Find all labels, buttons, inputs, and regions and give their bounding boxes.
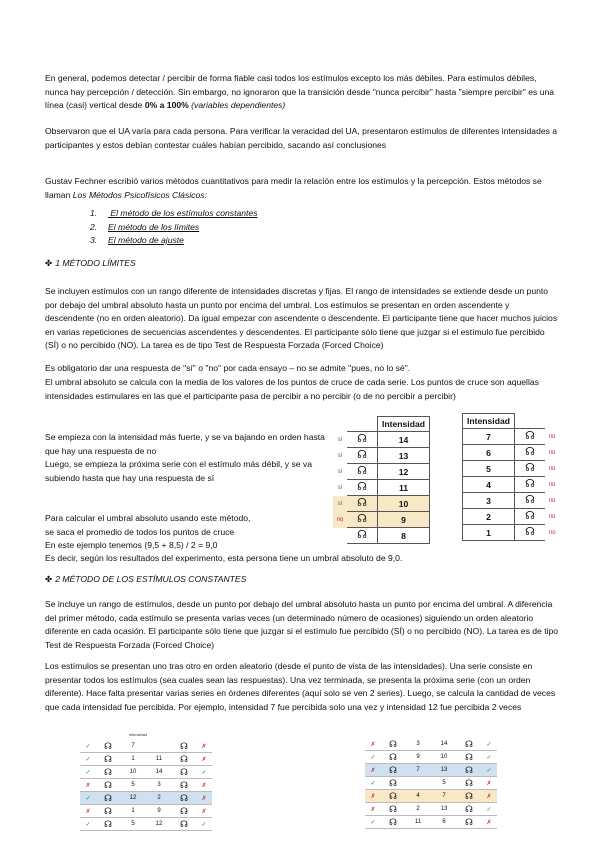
mini-caption: Intensidad: [128, 732, 148, 737]
table-row: sí ☊ 14: [333, 432, 429, 448]
diamond-bullet-icon: ✤: [45, 574, 53, 584]
table-row: ✓ ☊ 9 10 ☊ ✓: [365, 751, 497, 764]
intro-paragraph-3: [45, 175, 560, 202]
table-row: sí ☊ 13: [333, 448, 429, 464]
diamond-bullet-icon: ✤: [45, 258, 53, 268]
speaker-icon: ☊: [457, 777, 481, 790]
ascending-series-table: [462, 413, 560, 541]
speaker-icon: ☊: [457, 751, 481, 764]
table-row: ✗ ☊ 5 3 ☊ ✗: [80, 779, 212, 792]
intro-paragraph-1: [45, 72, 560, 113]
speaker-icon: ☊: [457, 803, 481, 816]
speaker-icon: ☊: [96, 805, 120, 818]
limits-paragraph-7: se saca el promedio de todos los puntos de cruce: [45, 527, 235, 537]
methods-list: [90, 207, 258, 248]
speaker-icon: ☊: [172, 792, 196, 805]
table-row: 7 ☊ no: [463, 429, 560, 445]
intro-text: En general, podemos detectar / percibir de forma fiable casi todos los estímulos excepto los más débiles. Para estímulos débiles, nunca hay percepción / detección. Sin embargo, no ignoraron que la transición desde "nunca percibir" hasta "siempre percibir" es una línea (casi) vertical desde: [45, 73, 555, 111]
speaker-icon: ☊: [514, 525, 545, 541]
speaker-icon: ☊: [381, 764, 405, 777]
limits-paragraph-4: Se empieza con la intensidad más fuerte, y se va bajando en orden hasta que hay una respuesta de no: [45, 432, 325, 456]
speaker-icon: ☊: [172, 818, 196, 831]
limits-paragraph-6: Para calcular el umbral absoluto usando este método,: [45, 513, 251, 523]
table-row: 5 ☊ no: [463, 461, 560, 477]
table-row: ✓ ☊ 5 12 ☊ ✓: [80, 818, 212, 831]
speaker-icon: ☊: [96, 740, 120, 753]
table-row: ☊ 8: [333, 528, 429, 544]
intro-text-3: Gustav Fechner escribió varios métodos cuantitativos para medir la relación entre los estímulos y la percepción. Estos métodos se llaman: [45, 176, 542, 200]
table-row: ✓ ☊ 11 6 ☊ ✗: [365, 816, 497, 829]
constant-paragraph-1: Se incluye un rango de estímulos, desde un punto por debajo del umbral absoluto hasta un punto por encima del umbral. A diferencia del primer método, cada estímulo se presenta varias veces (un determinado número de ocasiones) siguiendo un orden aleatorio diferente en cada ocasión. El participante sólo tiene que juzgar si el estímulo fue percibido (SÍ) o no percibido (NO). La tarea es de tipo Test de Respuesta Forzada (Forced Choice): [45, 599, 559, 650]
table-row: ✗ ☊ 7 13 ☊ ✓: [365, 764, 497, 777]
limits-paragraph-5: Luego, se empieza la próxima serie con el estímulo más débil, y se va subiendo hasta que hay una respuesta de sí: [45, 459, 313, 483]
table-row: 4 ☊ no: [463, 477, 560, 493]
table-row: 6 ☊ no: [463, 445, 560, 461]
speaker-icon: ☊: [381, 751, 405, 764]
speaker-icon: ☊: [514, 509, 545, 525]
table-row: ✓ ☊ 12 2 ☊ ✗: [80, 792, 212, 805]
speaker-icon: ☊: [457, 816, 481, 829]
speaker-icon: ☊: [457, 764, 481, 777]
table-row: sí ☊ 11: [333, 480, 429, 496]
limits-paragraph-3: El umbral absoluto se calcula con la media de los valores de los puntos de cruce de cada serie. Los puntos de cruce son aquellas intensidades estimulares en las que el participante pasa de percibir a no percibir (o de no percibir a percibir): [45, 377, 539, 401]
speaker-icon: ☊: [514, 493, 545, 509]
limits-paragraph-8: En este ejemplo tenemos (9,5 + 8,5) / 2 = 9,0: [45, 540, 218, 550]
table-row: 2 ☊ no: [463, 509, 560, 525]
speaker-icon: ☊: [514, 429, 545, 445]
speaker-icon: ☊: [96, 753, 120, 766]
table-row: ✗ ☊ 4 7 ☊ ✗: [365, 790, 497, 803]
intro-paragraph-2: Observaron que el UA varía para cada persona. Para verificar la veracidad del UA, presentaron estímulos de diferentes intensidades a participantes y estos debían contestar cuáles habían percibido, sacando así conclusiones: [45, 126, 558, 150]
method-item: 1. El método de los estímulos constantes: [90, 208, 258, 218]
speaker-icon: ☊: [514, 461, 545, 477]
table-row: sí ☊ 12: [333, 464, 429, 480]
speaker-icon: ☊: [514, 445, 545, 461]
speaker-icon: ☊: [347, 512, 378, 528]
speaker-icon: ☊: [347, 528, 378, 544]
speaker-icon: ☊: [347, 496, 378, 512]
speaker-icon: ☊: [347, 464, 378, 480]
intro-italic: (variables dependientes): [188, 100, 286, 111]
descending-series-table: [333, 416, 430, 544]
section-heading-constant: ✤ 2 MÉTODO DE LOS ESTÍMULOS CONSTANTES: [45, 574, 247, 584]
limits-paragraph-2: Es obligatorio dar una respuesta de "sí" o "no" por cada ensayo – no se admite "pues, no lo sé".: [45, 363, 411, 373]
speaker-icon: ☊: [96, 792, 120, 805]
constant-paragraph-2: Los estímulos se presentan uno tras otro en orden aleatorio (desde el punto de vista de las intensidades). Una serie consiste en presentar todos los estímulos (sea cuales sean las respuestas). Una vez terminada, se presenta la próxima serie (con un orden diferente). Hace falta presentar varias series en órdenes diferentes (aquí solo se ven 2 series). Luego, se calcula la cantidad de veces que cada intensidad fue percibida. Por ejemplo, intensidad 7 fue percibida solo una vez y intensidad 12 fue percibida 2 veces: [45, 661, 556, 712]
table-row: no ☊ 9: [333, 512, 429, 528]
intro-italic-3: Los Métodos Psicofísicos Clásicos:: [72, 189, 207, 200]
table-row: ✓ ☊ 10 14 ☊ ✓: [80, 766, 212, 779]
speaker-icon: ☊: [381, 738, 405, 751]
speaker-icon: ☊: [172, 753, 196, 766]
speaker-icon: ☊: [172, 779, 196, 792]
mini-table-left: [80, 740, 212, 831]
speaker-icon: ☊: [457, 790, 481, 803]
speaker-icon: ☊: [381, 816, 405, 829]
method-item: 3. El método de ajuste: [90, 235, 184, 246]
table-row: ✗ ☊ 1 9 ☊ ✗: [80, 805, 212, 818]
speaker-icon: ☊: [457, 738, 481, 751]
table-row: ✗ ☊ 3 14 ☊ ✓: [365, 738, 497, 751]
speaker-icon: ☊: [381, 790, 405, 803]
speaker-icon: ☊: [381, 803, 405, 816]
table-row: ✓ ☊ 7 ☊ ✗: [80, 740, 212, 753]
intro-bold: 0% a 100%: [144, 100, 189, 111]
table-row: ✗ ☊ 2 13 ☊ ✓: [365, 803, 497, 816]
speaker-icon: ☊: [172, 805, 196, 818]
speaker-icon: ☊: [381, 777, 405, 790]
speaker-icon: ☊: [347, 448, 378, 464]
table-row: ✓ ☊ 5 ☊ ✗: [365, 777, 497, 790]
speaker-icon: ☊: [172, 766, 196, 779]
table-row: 3 ☊ no: [463, 493, 560, 509]
limits-paragraph-9: Es decir, según los resultados del experimento, esta persona tiene un umbral absoluto de 9,0.: [45, 553, 403, 563]
speaker-icon: ☊: [514, 477, 545, 493]
table-row: ✓ ☊ 1 11 ☊ ✗: [80, 753, 212, 766]
mini-table-right: [365, 738, 497, 829]
intensity-header: Intensidad: [463, 414, 515, 429]
table-row: 1 ☊ no: [463, 525, 560, 541]
speaker-icon: ☊: [96, 766, 120, 779]
speaker-icon: ☊: [96, 779, 120, 792]
limits-paragraph-1: Se incluyen estímulos con un rango diferente de intensidades discretas y fijas. El rango de intensidades se extiende desde un punto por debajo del umbral absoluto hasta un punto por encima del umbral. Los estímulos se presentan en orden ascendente y descendente (no en orden aleatorio). Da igual empezar con ascendente o descendente. El participante tiene que hacer muchos juicios en varias repeticiones de secuencias ascendentes y descendentes. El participante sólo tiene que juzgar si el estímulo fue percibido (SÍ) o no percibido (NO). La tarea es de tipo Test de Respuesta Forzada (Forced Choice): [45, 286, 558, 351]
method-item: 2. El método de los límites: [90, 221, 200, 232]
speaker-icon: ☊: [96, 818, 120, 831]
intensity-header: Intensidad: [378, 417, 430, 432]
section-heading-limits: ✤ 1 MÉTODO LÍMITES: [45, 258, 136, 268]
speaker-icon: ☊: [347, 480, 378, 496]
speaker-icon: ☊: [347, 432, 378, 448]
speaker-icon: ☊: [172, 740, 196, 753]
table-row: sí ☊ 10: [333, 496, 429, 512]
